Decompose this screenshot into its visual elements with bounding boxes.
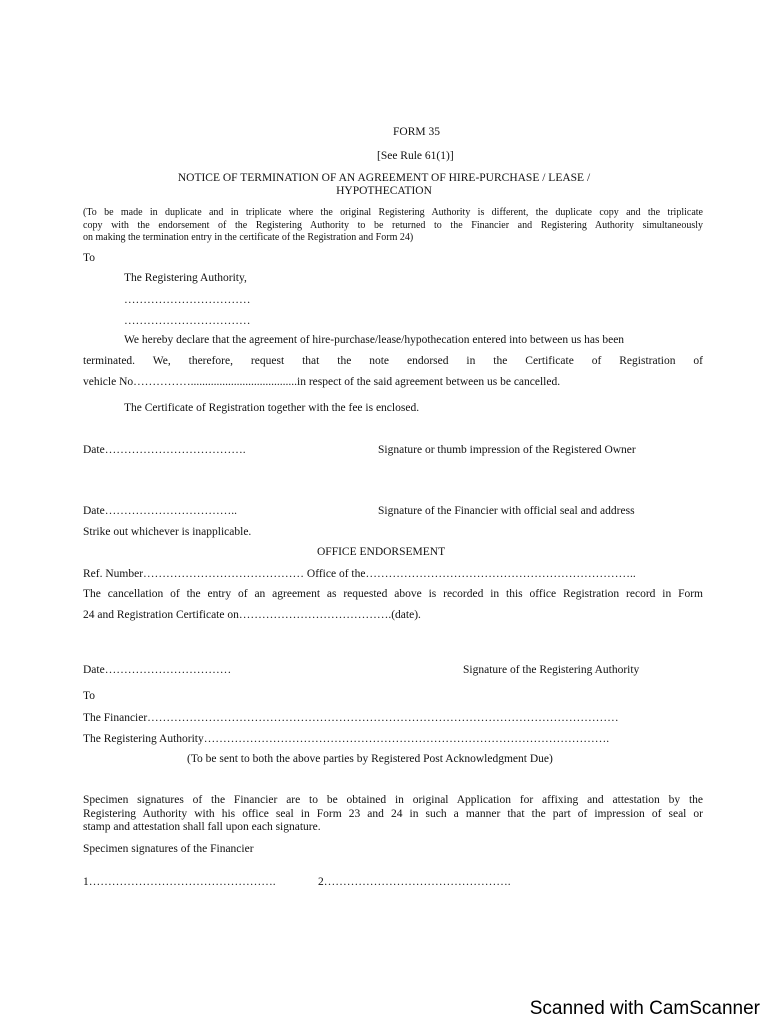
owner-date: Date………………………………. [83, 444, 246, 456]
endorsement-line-1: The cancellation of the entry of an agreement as requested above is recorded in this office Registration record in Form [83, 588, 703, 600]
owner-signature: Signature or thumb impression of the Registered Owner [378, 444, 636, 456]
form-number: FORM 35 [393, 126, 440, 138]
endorsement-line-2: 24 and Registration Certificate on………………………………….(date). [83, 608, 421, 621]
strike-note: Strike out whichever is inapplicable. [83, 526, 252, 538]
instruction-line: (To be made in duplicate and in triplicate where the original Registering Authority is different, the duplicate copy and the triplicate [83, 207, 703, 218]
specimen-paragraph [83, 794, 703, 835]
authority-date: Date…………………………… [83, 664, 232, 676]
form-rule: [See Rule 61(1)] [377, 150, 454, 162]
recipient-financier: The Financier…………………………………………………………………………………………………………… [83, 712, 619, 724]
specimen-line-2: Registering Authority with his office seal in Form 23 and 24 in such a manner that the part of impression of seal or [83, 807, 703, 820]
office-endorsement-heading: OFFICE ENDORSEMENT [317, 546, 446, 558]
declaration-line-3: vehicle No…………….....................................in respect of the said agreement between us be cancelled. [83, 375, 561, 388]
specimen-signature-1: 1…………………………………………. [83, 876, 276, 888]
form-title-line1: NOTICE OF TERMINATION OF AN AGREEMENT OF HIRE-PURCHASE / LEASE / [177, 172, 591, 184]
form-instructions [83, 207, 703, 245]
address-line-2: …………………………… [124, 315, 251, 327]
recipient-authority: The Registering Authority……………………………………………………………………………………………. [83, 733, 610, 745]
endorsement-body [83, 584, 703, 625]
ref-number-line: Ref. Number…………………………………… Office of the…………………………………………………………….. [83, 568, 636, 580]
instruction-line: copy with the endorsement of the Registering Authority to be returned to the Financier and Registering Authority simultaneously [83, 219, 703, 231]
specimen-line-1: Specimen signatures of the Financier are to be obtained in original Application for affixing and attestation by the [83, 794, 703, 806]
authority-signature: Signature of the Registering Authority [463, 664, 640, 676]
camscanner-watermark: Scanned with CamScanner [529, 998, 760, 1019]
financier-date: Date…………………………….. [83, 505, 237, 517]
specimen-signature-2: 2…………………………………………. [318, 876, 511, 888]
specimen-line-3: stamp and attestation shall fall upon each signature. [83, 821, 321, 833]
registered-post-note: (To be sent to both the above parties by Registered Post Acknowledgment Due) [187, 753, 553, 765]
recipients-to-label: To [83, 690, 95, 702]
declaration-line-1: We hereby declare that the agreement of hire-purchase/lease/hypothecation entered into between us has been [124, 334, 625, 346]
certificate-note: The Certificate of Registration together with the fee is enclosed. [124, 402, 420, 414]
declaration-line-2: terminated. We, therefore, request that the note endorsed in the Certificate of Registration of [83, 355, 703, 367]
declaration-body [83, 351, 703, 392]
to-label: To [83, 252, 95, 264]
addressee-authority: The Registering Authority, [124, 272, 247, 284]
form-title-line2: HYPOTHECATION [336, 185, 432, 197]
specimen-label: Specimen signatures of the Financier [83, 843, 254, 855]
financier-signature: Signature of the Financier with official seal and address [378, 505, 635, 517]
address-line-1: …………………………… [124, 294, 251, 306]
instruction-line: on making the termination entry in the certificate of the Registration and Form 24) [83, 232, 414, 243]
